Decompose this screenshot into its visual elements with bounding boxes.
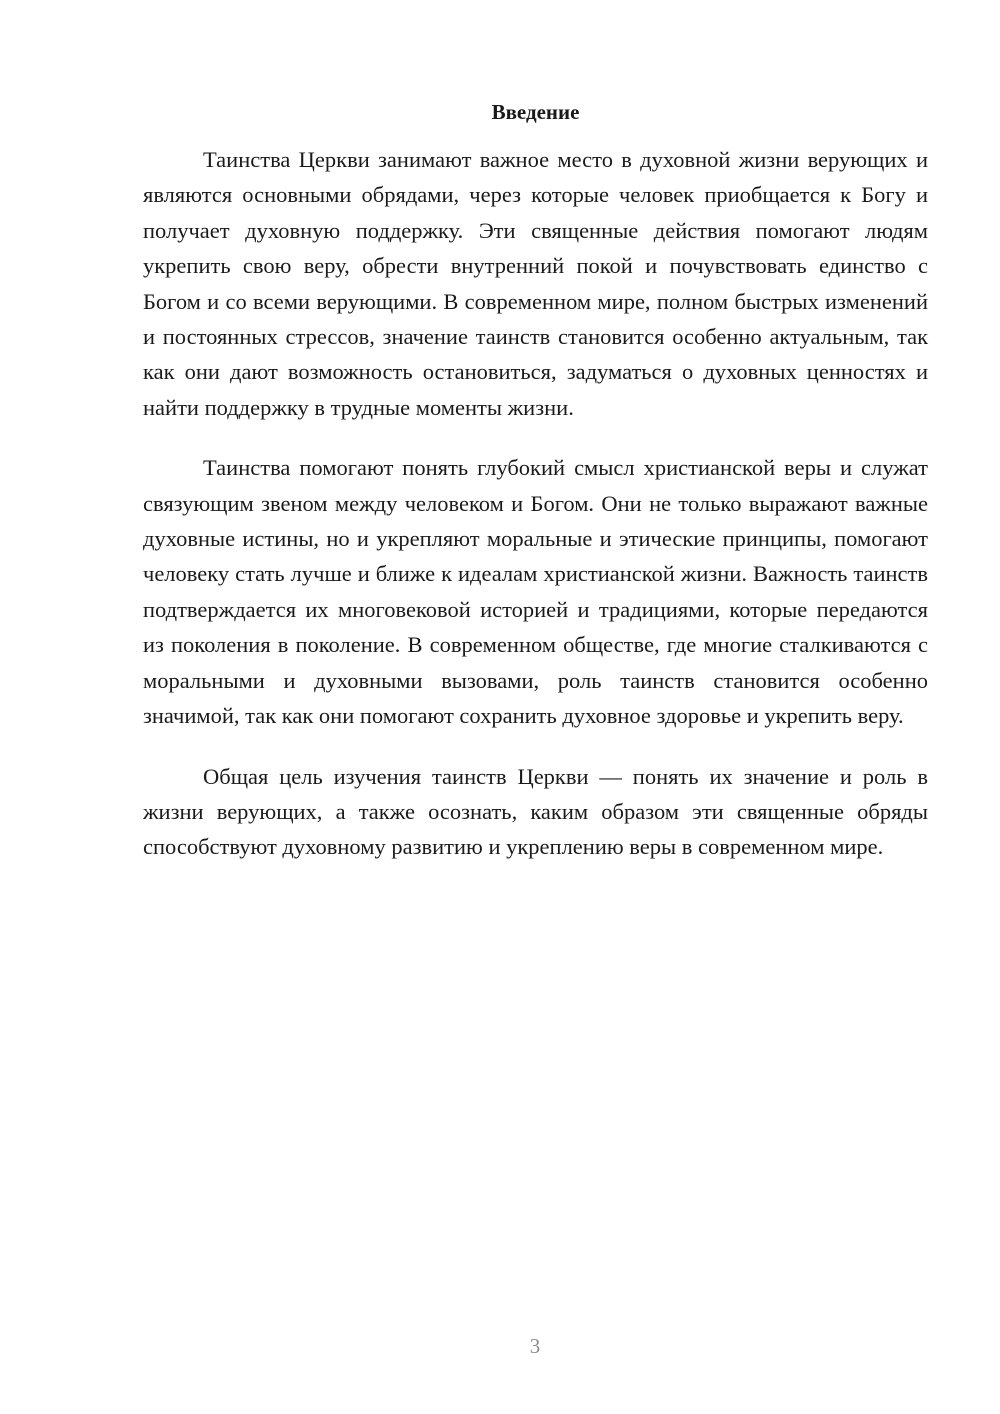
paragraph: Общая цель изучения таинств Церкви — понять их значение и роль в жизни верующих, а также осознать, каким образом эти священные обряды способствуют духовному развитию и укреплению веры в современном мире. bbox=[143, 763, 928, 860]
page-number: 3 bbox=[529, 1334, 541, 1358]
paragraph: Таинства помогают понять глубокий смысл христианской веры и служат связующим звеном между человеком и Богом. Они не только выражают важные духовные истины, но и укрепляют моральные и этические принципы, помогают человеку стать лучше и ближе к идеалам христианской жизни. Важность таинств подтверждается их многовековой историей и традициями, которые передаются из поколения в поколение. В современном обществе, где многие сталкиваются с моральными и духовными вызовами, роль таинств становится особенно значимой, так как они помогают сохранить духовное здоровье и укрепить веру. bbox=[143, 455, 928, 729]
section-heading: Введение bbox=[491, 100, 580, 124]
body-text bbox=[143, 142, 928, 890]
paragraph: Таинства Церкви занимают важное место в духовной жизни верующих и являются основными обрядами, через которые человек приобщается к Богу и получает духовную поддержку. Эти священные действия помогают людям укрепить свою веру, обрести внутренний покой и почувствовать единство с Богом и со всеми верующими. В современном мире, полном быстрых изменений и постоянных стрессов, значение таинств становится особенно актуальным, так как они дают возможность остановиться, задуматься о духовных ценностях и найти поддержку в трудные моменты жизни. bbox=[143, 147, 928, 420]
